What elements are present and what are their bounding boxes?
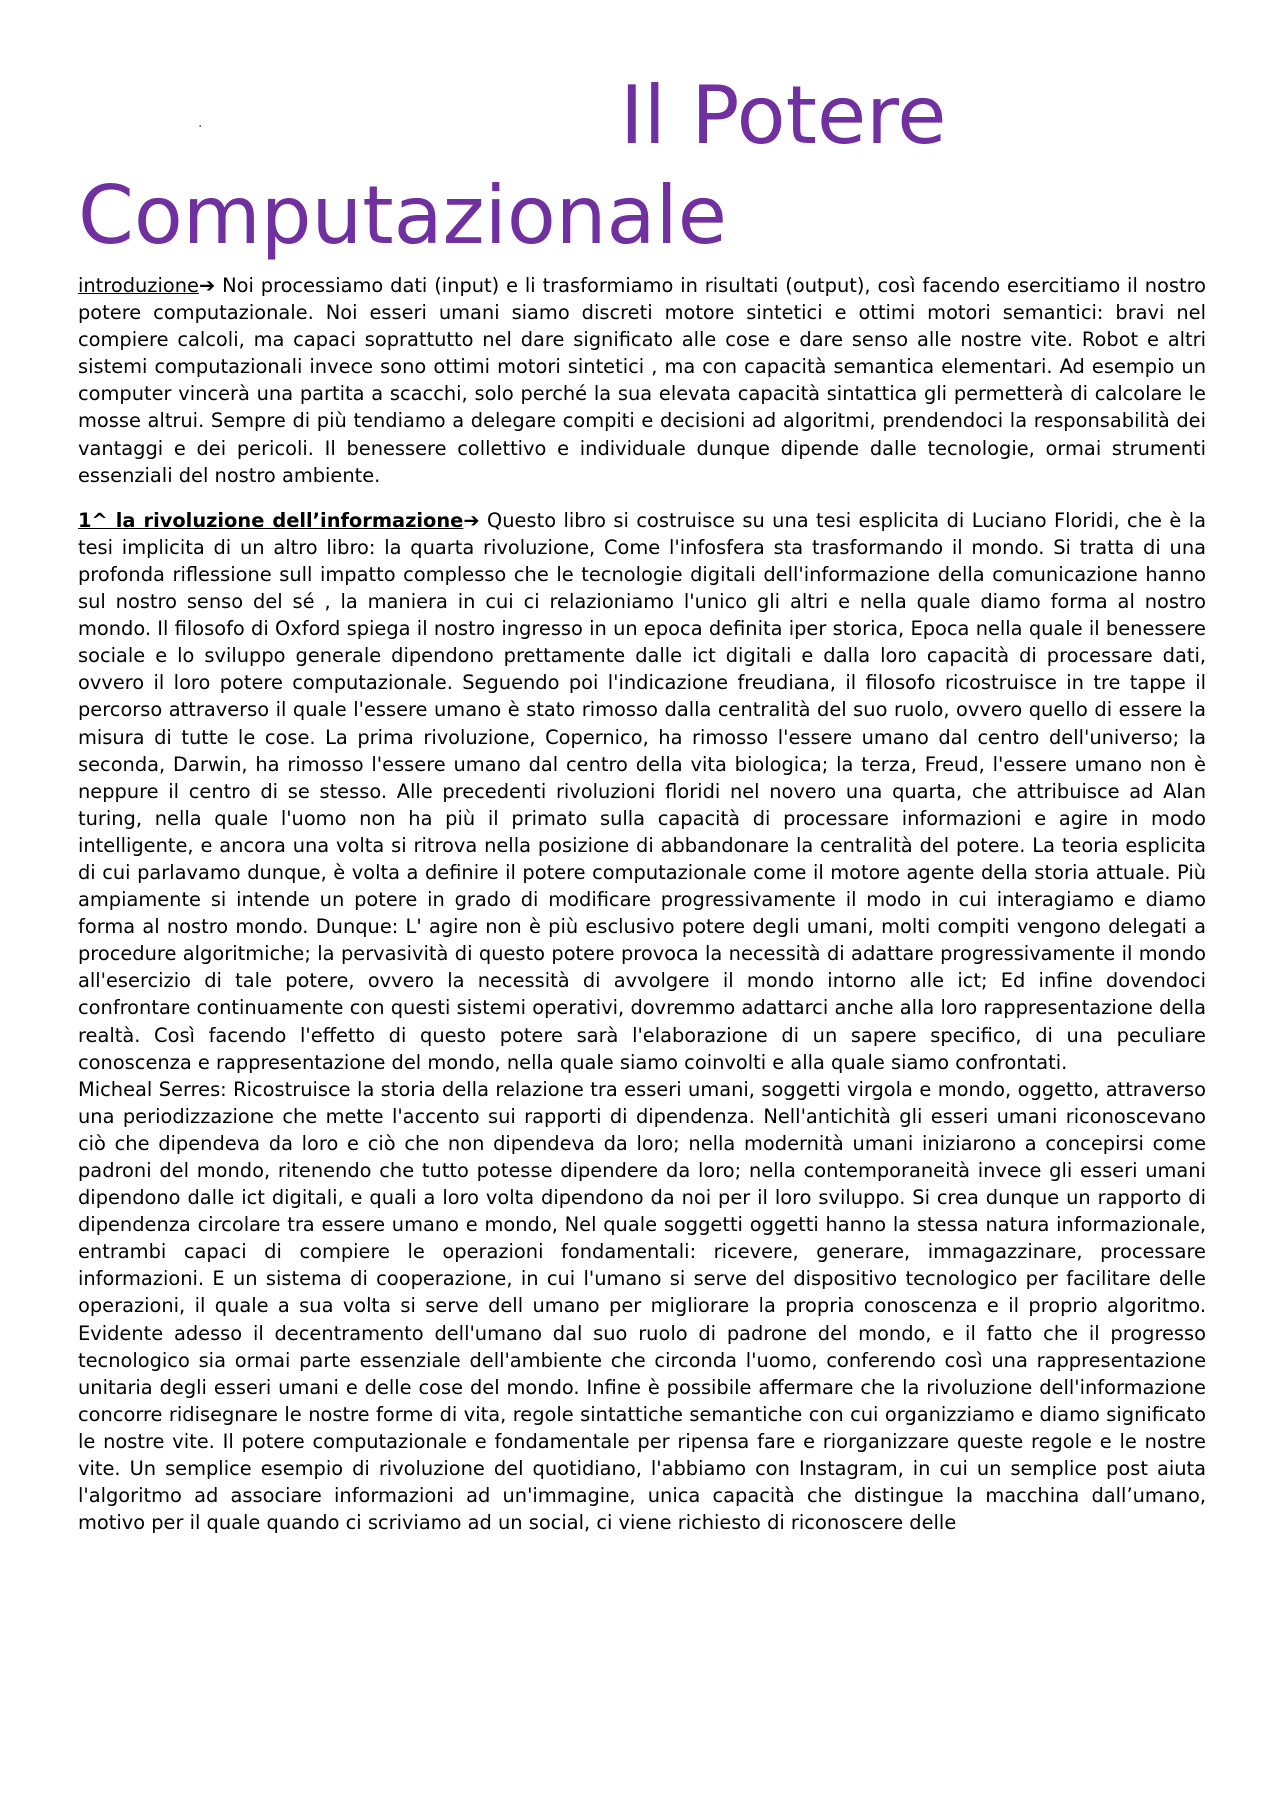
section2-text: Micheal Serres: Ricostruisce la storia della relazione tra esseri umani, soggetti virgola e mondo, oggetto, attraverso una periodizzazione che mette l'accento sui rapporti di dipendenza. Nell'antichità gli esseri umani riconoscevano ciò che dipendeva da loro e ciò che non dipendeva da loro; nella modernità umani iniziarono a concepirsi come padroni del mondo, ritenendo che tutto potesse dipendere da loro; nella contemporaneità invece gli esseri umani dipendono dalle ict digitali, e quali a loro volta dipendono da noi per il loro sviluppo. Si crea dunque un rapporto di dipendenza circolare tra essere umano e mondo, Nel quale soggetti oggetti hanno la stessa natura informazionale, entrambi capaci di compiere le operazioni fondamentali: ricevere, generare, immagazzinare, processare informazioni. E un sistema di cooperazione, in cui l'umano si serve del dispositivo tecnologico per facilitare delle operazioni, il quale a sua volta si serve dell umano per migliorare la propria conoscenza e il proprio algoritmo. Evidente adesso il decentramento dell'umano dal suo ruolo di padrone del mondo, e il fatto che il progresso tecnologico sia ormai parte essenziale dell'ambiente che circonda l'uomo, conferendo così una rappresentazione unitaria degli esseri umani e delle cose del mondo. Infine è possibile affermare che la rivoluzione dell'informazione concorre ridisegnare le nostre forme di vita, regole sintattiche semantiche con cui organizziamo e diamo significato le nostre vite. Il potere computazionale e fondamentale per ripensa fare e riorganizzare queste regole e le nostre vite. Un semplice esempio di rivoluzione del quotidiano, l'abbiamo con Instagram, in cui un semplice post aiuta l'algoritmo ad associare informazioni ad un'immagine, unica capacità che distingue la macchina dall’umano, motivo per il quale quando ci scriviamo ad un social, ci viene richiesto di riconoscere delle <box>78 1077 1206 1535</box>
section2-paragraph <box>78 1076 1206 1537</box>
section1-text: Questo libro si costruisce su una tesi esplicita di Luciano Floridi, che è la tesi implicita di un altro libro: la quarta rivoluzione, Come l'infosfera sta trasformando il mondo. Si tratta di una profonda riflessione sull impatto complesso che le tecnologie digitali dell'informazione della comunicazione hanno sul nostro senso del sé , la maniera in cui ci relazioniamo l'unico gli altri e nella quale diamo forma al nostro mondo. Il filosofo di Oxford spiega il nostro ingresso in un epoca definita iper storica, Epoca nella quale il benessere sociale e lo sviluppo generale dipendono prettamente dalle ict digitali e dalla loro capacità di processare dati, ovvero il loro potere computazionale. Seguendo poi l'indicazione freudiana, il filosofo ricostruisce in tre tappe il percorso attraverso il quale l'essere umano è stato rimosso dalla centralità del suo ruolo, ovvero quello di essere la misura di tutte le cose. La prima rivoluzione, Copernico, ha rimosso l'essere umano dal centro dell'universo; la seconda, Darwin, ha rimosso l'essere umano dal centro della vita biologica; la terza, Freud, l'essere umano non è neppure il centro di se stesso. Alle precedenti rivoluzioni floridi nel novero una quarta, che attribuisce ad Alan turing, nella quale l'uomo non ha più il primato sulla capacità di processare informazioni e agire in modo intelligente, e ancora una volta si ritrova nella posizione di abbandonare la centralità del potere. La teoria esplicita di cui parlavamo dunque, è volta a definire il potere computazionale come il motore agente della storia attuale. Più ampiamente si intende un potere in grado di modificare progressivamente il modo in cui interagiamo e diamo forma al nostro mondo. Dunque: L' agire non è più esclusivo potere degli umani, molti compiti vengono delegati a procedure algoritmiche; la pervasività di questo potere provoca la necessità di adattare progressivamente il mondo all'esercizio di tale potere, ovvero la necessità di avvolgere il mondo intorno alle ict; Ed infine dovendoci confrontare continuamente con questi sistemi operativi, dovremmo adattarci anche alla loro rappresentazione della realtà. Così facendo l'effetto di questo potere sarà l'elaborazione di un sapere specifico, di una peculiare conoscenza e rappresentazione del mondo, nella quale siamo coinvolti e alla quale siamo confrontati. <box>78 508 1206 1074</box>
title-line-1: Il Potere <box>620 69 947 162</box>
arrow-icon: ➔ <box>463 508 480 532</box>
section1-paragraph <box>78 507 1206 1076</box>
title-line-2: Computazionale <box>78 169 727 262</box>
title-block <box>78 0 1206 272</box>
title-dot: . <box>198 115 203 131</box>
intro-paragraph <box>78 272 1206 489</box>
document-page <box>78 0 1206 1536</box>
arrow-icon: ➔ <box>198 274 216 297</box>
section1-heading: 1^ la rivoluzione dell’informazione <box>78 508 464 532</box>
intro-text: Noi processiamo dati (input) e li trasformiamo in risultati (output), così facendo esercitiamo il nostro potere computazionale. Noi esseri umani siamo discreti motore sintetici e ottimi motori semantici: bravi nel compiere calcoli, ma capaci soprattutto nel dare significato alle cose e dare senso alle nostre vite. Robot e altri sistemi computazionali invece sono ottimi motori sintetici , ma con capacità semantica elementari. Ad esempio un computer vincerà una partita a scacchi, solo perché la sua elevata capacità sintattica gli permetterà di calcolare le mosse altrui. Sempre di più tendiamo a delegare compiti e decisioni ad algoritmi, prendendoci la responsabilità dei vantaggi e dei pericoli. Il benessere collettivo e individuale dunque dipende dalle tecnologie, ormai strumenti essenziali del nostro ambiente. <box>78 274 1206 487</box>
intro-lead: introduzione <box>78 274 199 297</box>
